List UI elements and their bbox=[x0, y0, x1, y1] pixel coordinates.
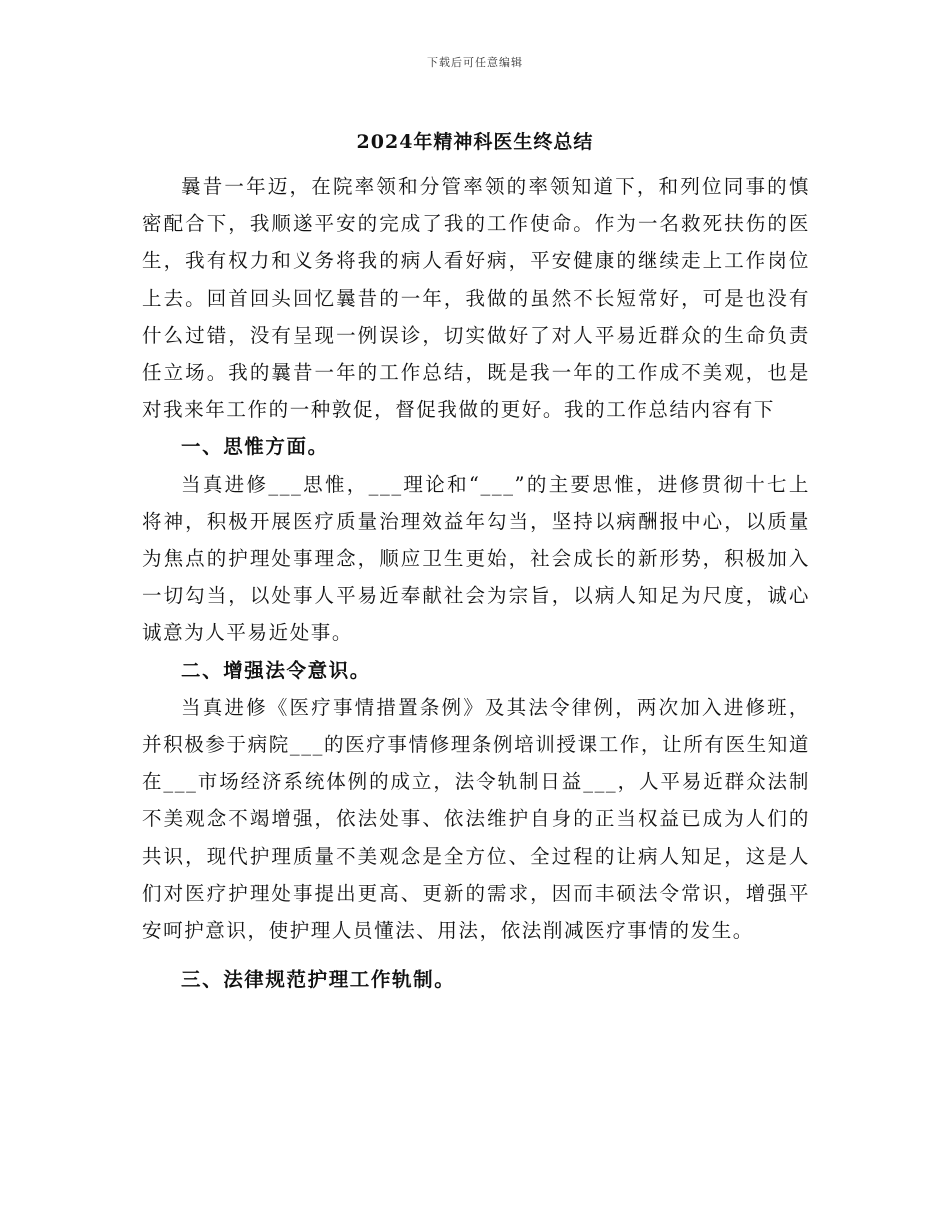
section-heading-2: 二、增强法令意识。 bbox=[181, 658, 371, 682]
intro-paragraph: 曩昔一年迈，在院率领和分管率领的率领知道下，和列位同事的慎密配合下，我顺遂平安的完成了我的工作使命。作为一名救死扶伤的医生，我有权力和义务将我的病人看好病，平安健康的继续走上工作岗位上去。回首回头回忆曩昔的一年，我做的虽然不长短常好，可是也没有什么过错，没有呈现一例误诊，切实做好了对人平易近群众的生命负责任立场。我的曩昔一年的工作总结，既是我一年的工作成不美观，也是对我来年工作的一种敦促，督促我做的更好。我的工作总结内容有下 bbox=[142, 175, 810, 422]
section-heading-1: 一、思惟方面。 bbox=[181, 435, 329, 459]
section-paragraph-2: 当真进修《医疗事情措置条例》及其法令律例，两次加入进修班，并积极参于病院___的医疗事情修理条例培训授课工作，让所有医生知道在___市场经济系统体例的成立，法令轨制日益___，人平易近群众法制不美观念不竭增强，依法处事、依法维护自身的正当权益已成为人们的共识，现代护理质量不美观念是全方位、全过程的让病人知足，这是人们对医疗护理处事提出更高、更新的需求，因而丰硕法令常识，增强平安呵护意识，使护理人员懂法、用法，依法削减医疗事情的发生。 bbox=[142, 695, 810, 943]
document-title: 2024年精神科医生终总结 bbox=[356, 131, 594, 153]
section-heading-3: 三、法律规范护理工作轨制。 bbox=[181, 968, 456, 992]
page-header-note: 下载后可任意编辑 bbox=[427, 56, 523, 69]
section-paragraph-1: 当真进修___思惟，___理论和“___”的主要思惟，进修贯彻十七上将神，积极开展医疗质量治理效益年勾当，坚持以病酬报中心，以质量为焦点的护理处事理念，顺应卫生更始，社会成长的新形势，积极加入一切勾当，以处事人平易近奉献社会为宗旨，以病人知足为尺度，诚心诚意为人平易近处事。 bbox=[142, 472, 810, 645]
document-body bbox=[142, 168, 810, 998]
